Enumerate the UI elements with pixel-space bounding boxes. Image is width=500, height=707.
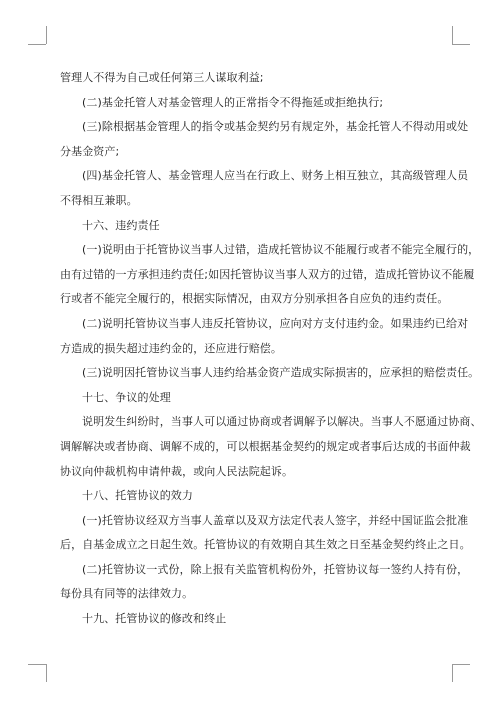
text-line: (二)说明托管协议当事人违反托管协议，应向对方支付违约金。如果违约已给对 (82, 316, 469, 330)
text-line: (二)基金托管人对基金管理人的正常指令不得拖延或拒绝执行; (82, 95, 384, 109)
text-line: (三)说明因托管协议当事人违约给基金资产造成实际损害的，应承担的赔偿责任。 (82, 366, 480, 380)
text-line: 管理人不得为自己或任何第三人谋取利益; (60, 71, 264, 84)
text-line: 十七、争议的处理 (82, 390, 171, 404)
text-line: (三)除根据基金管理人的指令或基金契约另有规定外，基金托管人不得动用或处 (82, 120, 469, 134)
text-line: 分基金资产; (60, 144, 120, 158)
text-line: 调解解决或者协商、调解不成的，可以根据基金契约的规定或者事后达成的书面仲裁 (60, 439, 471, 453)
text-line: 不得相互兼职。 (60, 193, 138, 207)
text-line: 十六、违约责任 (82, 218, 160, 232)
text-line: 说明发生纠纷时，当事人可以通过协商或者调解予以解决。当事人不愿通过协商、 (82, 415, 482, 429)
text-line: (一)说明由于托管协议当事人过错，造成托管协议不能履行或者不能完全履行的， (82, 243, 480, 257)
text-line: 协议向仲裁机构申请仲裁，或向人民法院起诉。 (60, 464, 294, 478)
text-line: 由有过错的一方承担违约责任;如因托管协议当事人双方的过错，造成托管协议不能履 (60, 267, 475, 281)
text-line: (二)托管协议一式份，除上报有关监管机构份外，托管协议每一签约人持有份， (82, 562, 469, 576)
text-line: 每份具有同等的法律效力。 (60, 587, 194, 601)
text-line: 后，自基金成立之日起生效。托管协议的有效期自其生效之日至基金契约终止之日。 (60, 538, 471, 552)
text-line: (一)托管协议经双方当事人盖章以及双方法定代表人签字，并经中国证监会批准 (82, 513, 469, 527)
document-body (60, 66, 482, 632)
text-line: 十九、托管协议的修改和终止 (82, 612, 227, 626)
text-line: 十八、托管协议的效力 (82, 489, 193, 503)
text-line: (四)基金托管人、基金管理人应当在行政上、财务上相互独立，其高级管理人员 (82, 169, 469, 183)
text-line: 方造成的损失超过违约金的，还应进行赔偿。 (60, 341, 282, 355)
text-line: 行或者不能完全履行的，根据实际情况，由双方分别承担各自应负的违约责任。 (60, 292, 449, 306)
